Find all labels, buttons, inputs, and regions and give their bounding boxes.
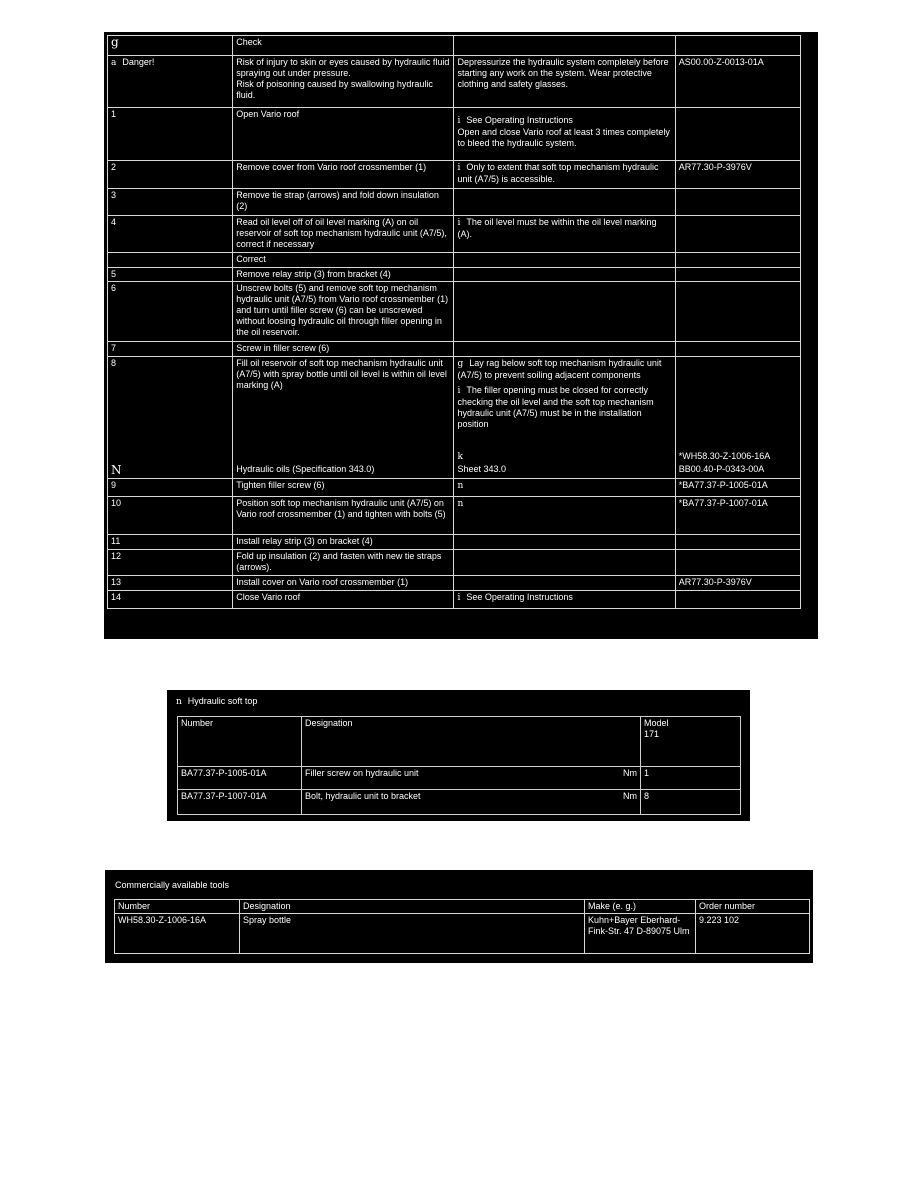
step-note: [454, 189, 675, 216]
table-row: [108, 479, 801, 497]
column-header-make: Make (e. g.): [585, 900, 696, 914]
step-number: 6: [108, 282, 233, 342]
step-action: Remove cover from Vario roof crossmember (1): [233, 161, 454, 189]
column-header-designation: Designation: [240, 900, 585, 914]
step-ref-link[interactable]: [675, 550, 800, 576]
table-row: [108, 161, 801, 189]
tool-symbol-icon: k: [457, 452, 463, 462]
step-note: [454, 342, 675, 357]
step-note: [454, 268, 675, 282]
step-ref-link[interactable]: [675, 268, 800, 282]
torque-unit: Nm: [557, 767, 641, 790]
table-row: [108, 189, 801, 216]
step-action: Remove relay strip (3) from bracket (4): [233, 268, 454, 282]
step-number: 1: [108, 108, 233, 161]
danger-icon: a: [111, 58, 117, 68]
step-ref: [675, 357, 800, 479]
table-row: [108, 497, 801, 535]
tool-make: Kuhn+Bayer Eberhard-Fink-Str. 47 D-89075 Ulm: [585, 914, 696, 954]
step-note: i See Operating Instructions Open and close Vario roof at least 3 times completely to bleed the hydraulic system.: [454, 108, 675, 161]
header-ref-cell: [675, 36, 800, 56]
hydraulic-oils-spec: Hydraulic oils (Specification 343.0): [236, 464, 375, 474]
step-note: [454, 591, 675, 609]
lubricant-symbol-icon: N: [111, 463, 122, 477]
operating-instructions-link[interactable]: See Operating Instructions: [466, 115, 573, 125]
step-note: i Only to extent that soft top mechanism hydraulic unit (A7/5) is accessible.: [454, 161, 675, 189]
step-ref-link[interactable]: [675, 253, 800, 268]
step-action: Close Vario roof: [233, 591, 454, 609]
step-note: [454, 253, 675, 268]
step-number-text: 8: [111, 358, 117, 368]
table-row: [178, 767, 741, 790]
step-ref-link[interactable]: [675, 282, 800, 342]
step-note: [454, 576, 675, 591]
table-row: [108, 282, 801, 342]
step-action: Correct: [233, 253, 454, 268]
table-row: [178, 790, 741, 815]
step-action: Risk of injury to skin or eyes caused by hydraulic fluid spraying out under pressure. Risk of poisoning caused by swallowing hydraulic fluid.: [233, 56, 454, 108]
table-header-row: [115, 900, 810, 914]
step-note: i The oil level must be within the oil level marking (A).: [454, 216, 675, 253]
step-action: Unscrew bolts (5) and remove soft top mechanism hydraulic unit (A7/5) from Vario roof crossmember (1) and turn until filler screw (6) can be unscrewed without loosing hydraulic oil through filler opening in the oil reservoir.: [233, 282, 454, 342]
table-header-row: [178, 717, 741, 767]
info-icon: i: [457, 116, 461, 126]
torque-designation: Bolt, hydraulic unit to bracket: [302, 790, 557, 815]
operating-instructions-link[interactable]: See Operating Instructions: [466, 592, 573, 602]
step-ref-link[interactable]: AR77.30-P-3976V: [675, 161, 800, 189]
rag-symbol-icon: g: [457, 359, 464, 369]
tool-order-number: 9.223 102: [696, 914, 810, 954]
table-row: [108, 576, 801, 591]
step-action: Install cover on Vario roof crossmember (1): [233, 576, 454, 591]
header-symbol-cell: [108, 36, 233, 56]
step-number: 7: [108, 342, 233, 357]
step-number: 14: [108, 591, 233, 609]
oil-spec-ref-link[interactable]: BB00.40-P-0343-00A: [678, 464, 765, 474]
step-note: Depressurize the hydraulic system completely before starting any work on the system. Wear protective clothing and safety glasses.: [454, 56, 675, 108]
step-number: 3: [108, 189, 233, 216]
table-row: [108, 268, 801, 282]
column-header-number: Number: [178, 717, 302, 767]
header-note-cell: [454, 36, 675, 56]
tools-panel: [105, 870, 813, 963]
step-action: [233, 357, 454, 479]
table-row: [115, 914, 810, 954]
step-note: [454, 282, 675, 342]
step-ref-link[interactable]: AR77.30-P-3976V: [675, 576, 800, 591]
table-row: [108, 535, 801, 550]
step-ref-link[interactable]: *BA77.37-P-1005-01A: [675, 479, 800, 497]
header-action-cell: Check: [233, 36, 454, 56]
info-icon: i: [457, 218, 461, 228]
table-row: [108, 216, 801, 253]
spray-bottle-ref-link[interactable]: *WH58.30-Z-1006-16A: [678, 451, 771, 461]
step-number: 2: [108, 161, 233, 189]
step-number: 13: [108, 576, 233, 591]
tools-title: Commercially available tools: [115, 880, 230, 890]
step-action: Position soft top mechanism hydraulic unit (A7/5) on Vario roof crossmember (1) and tighten with bolts (5): [233, 497, 454, 535]
torque-unit: Nm: [557, 790, 641, 815]
step-ref-link[interactable]: [675, 591, 800, 609]
step-number: 4: [108, 216, 233, 253]
tool-designation: Spray bottle: [240, 914, 585, 954]
torque-icon: n: [457, 499, 464, 509]
table-row: [108, 108, 801, 161]
column-header-number: Number: [115, 900, 240, 914]
table-row: [108, 342, 801, 357]
step-ref-link[interactable]: [675, 108, 800, 161]
step-number: Danger!: [122, 57, 155, 67]
table-row: [108, 56, 801, 108]
step-note: g Lay rag below soft top mechanism hydraulic unit (A7/5) to prevent soiling adjacent components i The filler opening must be closed for correctly checking the oil level and the soft top mechanism hydraulic unit (A7/5) must be in the installation position k Sheet 343.0: [454, 357, 675, 479]
step-action-text: Fill oil reservoir of soft top mechanism hydraulic unit (A7/5) with spray bottle until oil level is within oil level marking (A): [236, 358, 447, 390]
tools-table: [114, 899, 810, 954]
check-symbol-icon: g: [111, 35, 119, 49]
step-ref-link[interactable]: [675, 216, 800, 253]
step-action: Tighten filler screw (6): [233, 479, 454, 497]
torque-panel: [167, 690, 750, 821]
step-ref-link[interactable]: [675, 189, 800, 216]
torque-number: BA77.37-P-1007-01A: [178, 790, 302, 815]
tool-number: WH58.30-Z-1006-16A: [115, 914, 240, 954]
torque-icon: n: [176, 697, 182, 707]
column-header-designation: Designation: [302, 717, 641, 767]
step-ref-link[interactable]: *BA77.37-P-1007-01A: [675, 497, 800, 535]
table-row: [108, 591, 801, 609]
step-note: [454, 479, 675, 497]
step-ref-link[interactable]: AS00.00-Z-0013-01A: [675, 56, 800, 108]
torque-number: BA77.37-P-1005-01A: [178, 767, 302, 790]
step-number: 5: [108, 268, 233, 282]
step-note: [454, 497, 675, 535]
torque-title: n Hydraulic soft top: [176, 696, 258, 707]
step-action: Screw in filler screw (6): [233, 342, 454, 357]
step-note: [454, 550, 675, 576]
procedure-panel: [104, 32, 818, 639]
step-number: 12: [108, 550, 233, 576]
step-ref-link[interactable]: [675, 535, 800, 550]
torque-value: 1: [641, 767, 741, 790]
torque-value: 8: [641, 790, 741, 815]
step-note: [454, 535, 675, 550]
table-row: [108, 36, 801, 56]
table-row: [108, 357, 801, 479]
step-action: Remove tie strap (arrows) and fold down insulation (2): [233, 189, 454, 216]
torque-designation: Filler screw on hydraulic unit: [302, 767, 557, 790]
column-header-model: Model 171: [641, 717, 741, 767]
info-icon: i: [457, 386, 461, 396]
torque-table: [177, 716, 741, 815]
step-action: Read oil level off of oil level marking (A) on oil reservoir of soft top mechanism hydraulic unit (A7/5), correct if necessary: [233, 216, 454, 253]
step-number: 10: [108, 497, 233, 535]
step-number: [108, 253, 233, 268]
step-number: [108, 357, 233, 479]
step-number: 9: [108, 479, 233, 497]
procedure-table: [107, 35, 801, 609]
column-header-order-number: Order number: [696, 900, 810, 914]
step-action: Install relay strip (3) on bracket (4): [233, 535, 454, 550]
step-ref-link[interactable]: [675, 342, 800, 357]
info-icon: i: [457, 593, 461, 603]
torque-icon: n: [457, 481, 464, 491]
step-action: Open Vario roof: [233, 108, 454, 161]
sheet-ref: Sheet 343.0: [457, 464, 507, 474]
step-number: 11: [108, 535, 233, 550]
table-row: [108, 253, 801, 268]
info-icon: i: [457, 163, 461, 173]
step-action: Fold up insulation (2) and fasten with new tie straps (arrows).: [233, 550, 454, 576]
table-row: [108, 550, 801, 576]
